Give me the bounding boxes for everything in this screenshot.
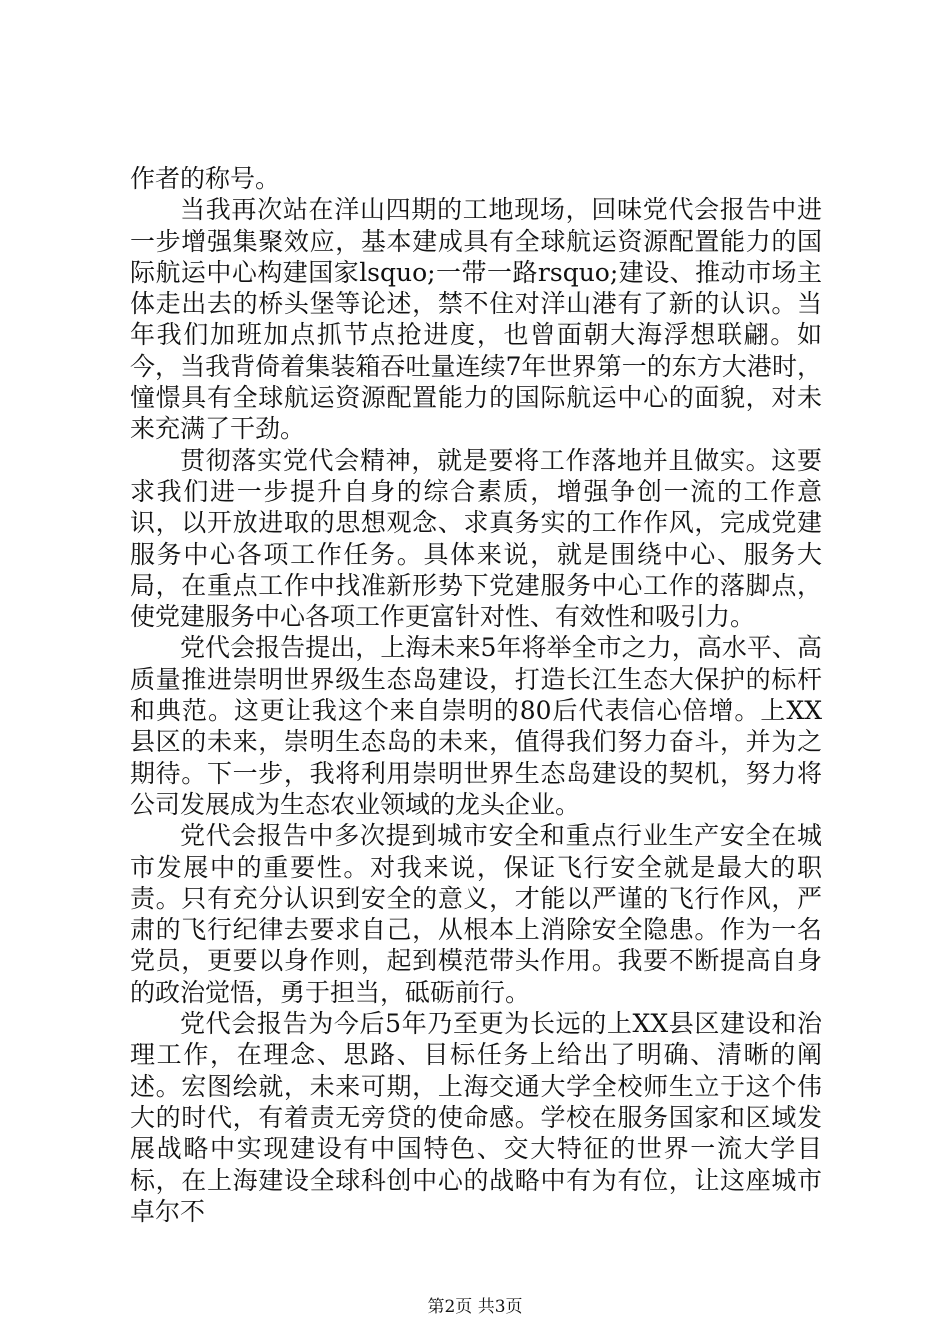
paragraph-chongming-eco-island: 党代会报告提出，上海未来5年将举全市之力，高水平、高质量推进崇明世界级生态岛建设，打造长江生态大保护的标杆和典范。这更让我这个来自崇明的80后代表信心倍增。上XX县区的未来，崇明生态岛的未来，值得我们努力奋斗，并为之期待。下一步，我将利用崇明世界生态岛建设的契机，努力将公司发展成为生态农业领域的龙头企业。 (130, 633, 822, 819)
paragraph-party-service-center: 贯彻落实党代会精神，就是要将工作落地并且做实。这要求我们进一步提升自身的综合素质，增强争创一流的工作意识，以开放进取的思想观念、求真务实的工作作风，完成党建服务中心各项工作任务。具体来说，就是围绕中心、服务大局，在重点工作中找准新形势下党建服务中心工作的落脚点，使党建服务中心各项工作更富针对性、有效性和吸引力。 (130, 445, 822, 632)
document-body (130, 163, 822, 1227)
paragraph-sjtu: 党代会报告为今后5年乃至更为长远的上XX县区建设和治理工作，在理念、思路、目标任务上给出了明确、清晰的阐述。宏图绘就，未来可期，上海交通大学全校师生立于这个伟大的时代，有着责无旁贷的使命感。学校在服务国家和区域发展战略中实现建设有中国特色、交大特征的世界一流大学目标，在上海建设全球科创中心的战略中有为有位，让这座城市卓尔不 (130, 1009, 822, 1226)
paragraph-continuation: 作者的称号。 (130, 164, 281, 193)
paragraph-yangshan-port: 当我再次站在洋山四期的工地现场，回味党代会报告中进一步增强集聚效应，基本建成具有全球航运资源配置能力的国际航运中心构建国家lsquo;一带一路rsquo;建设、推动市场主体走出去的桥头堡等论述，禁不住对洋山港有了新的认识。当年我们加班加点抓节点抢进度，也曾面朝大海浮想联翩。如今，当我背倚着集装箱吞吐量连续7年世界第一的东方大港时，憧憬具有全球航运资源配置能力的国际航运中心的面貌，对未来充满了干劲。 (130, 195, 822, 444)
page-number-label: 第2页 共3页 (427, 1297, 523, 1317)
paragraph-flight-safety: 党代会报告中多次提到城市安全和重点行业生产安全在城市发展中的重要性。对我来说，保证飞行安全就是最大的职责。只有充分认识到安全的意义，才能以严谨的飞行作风，严肃的飞行纪律去要求自己，从根本上消除安全隐患。作为一名党员，更要以身作则，起到模范带头作用。我要不断提高自身的政治觉悟，勇于担当，砥砺前行。 (130, 821, 822, 1007)
page-footer (0, 1297, 950, 1317)
